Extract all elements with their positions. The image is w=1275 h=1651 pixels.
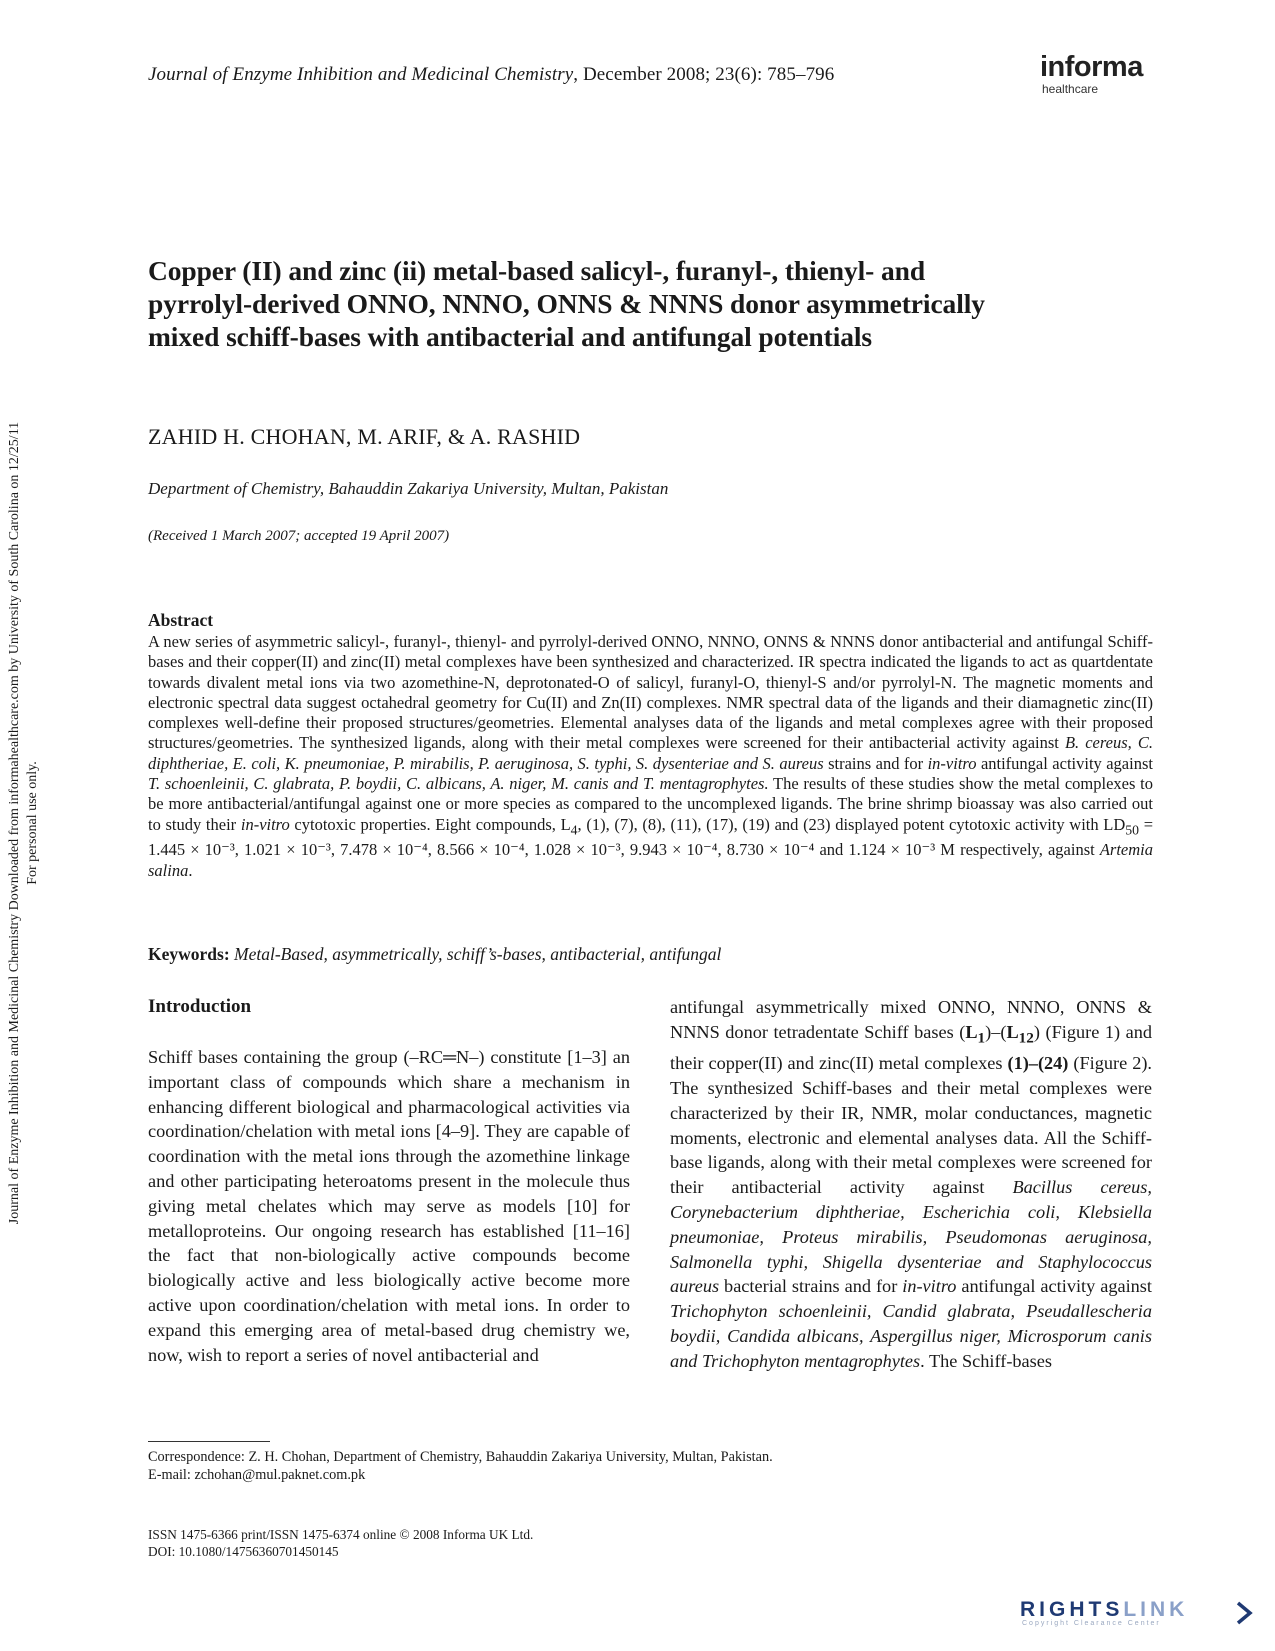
intro-complex-range: (1)–(24) bbox=[1007, 1053, 1069, 1074]
intro-right-text-c: (Figure 2). The synthesized Schiff-bases and their metal complexes were characterized by their IR, NMR, molar conductances, magnetic moments, electronic and elemental analyses data. All the Schiff-base ligands, along with their metal complexes were screened for their antibacterial activity against bbox=[670, 1053, 1152, 1198]
intro-bacteria: Bacillus cereus, Corynebacterium diphtheriae, Escherichia coli, Klebsiella pneumoniae, Proteus mirabilis, Pseudomonas aeruginosa, Salmonella typhi, Shigella dysenteriae and Staphylococcus aureus bbox=[670, 1177, 1152, 1297]
correspondence-email: E-mail: zchohan@mul.paknet.com.pk bbox=[148, 1466, 366, 1483]
download-note bbox=[0, 350, 42, 1300]
publisher-logo-text: informa bbox=[1040, 51, 1143, 83]
doi: DOI: 10.1080/14756360701450145 bbox=[148, 1544, 339, 1559]
issn: ISSN 1475-6366 print/ISSN 1475-6374 online © 2008 Informa UK Ltd. bbox=[148, 1527, 534, 1542]
intro-l1: L bbox=[965, 1021, 978, 1042]
abstract-heading: Abstract bbox=[148, 610, 214, 630]
rightslink-arrow-icon bbox=[1234, 1601, 1254, 1625]
article-title bbox=[148, 254, 1158, 353]
received-dates: (Received 1 March 2007; accepted 19 April 2007) bbox=[148, 528, 450, 544]
introduction-heading: Introduction bbox=[148, 996, 252, 1017]
issn-block bbox=[148, 1526, 533, 1560]
title-line-3: mixed schiff-bases with antibacterial and antifungal potentials bbox=[148, 321, 873, 352]
affiliation: Department of Chemistry, Bahauddin Zakariya University, Multan, Pakistan bbox=[148, 479, 669, 498]
abstract-text-7: = 1.445 × 10⁻³, 1.021 × 10⁻³, 7.478 × 10⁻⁴, 8.566 × 10⁻⁴, 1.028 × 10⁻³, 9.943 × 10⁻⁴, 8.730 × 10⁻⁴ and 1.124 × 10⁻³ M respectively, against bbox=[148, 814, 1158, 860]
intro-fungi: Trichophyton schoenleinii, Candid glabrata, Pseudallescheria boydii, Candida albicans, Aspergillus niger, Microsporum canis and Trichophyton mentagrophytes bbox=[670, 1301, 1152, 1371]
download-note-line1: Journal of Enzyme Inhibition and Medicinal Chemistry Downloaded from informahealthcare.com by University of South Carolina on 12/25/11 bbox=[7, 421, 22, 1225]
intro-right-text-d: bacterial strains and for bbox=[719, 1276, 903, 1297]
abstract-bacteria: B. cereus, C. diphtheriae, E. coli, K. pneumoniae, P. mirabilis, P. aeruginosa, S. typhi, S. dysenteriae and S. aureus bbox=[148, 733, 1153, 773]
title-line-2: pyrrolyl-derived ONNO, NNNO, ONNS & NNNS donor asymmetrically bbox=[148, 288, 985, 319]
authors: ZAHID H. CHOHAN, M. ARIF, & A. RASHID bbox=[148, 424, 581, 449]
publisher-logo-subtext: healthcare bbox=[1042, 82, 1099, 96]
abstract-body bbox=[148, 632, 1158, 881]
abstract-invitro-2: in-vitro bbox=[240, 814, 290, 834]
abstract-artemia: Artemia salina bbox=[148, 840, 1153, 880]
rightslink-light: LINK bbox=[1123, 1598, 1189, 1621]
journal-name: Journal of Enzyme Inhibition and Medicinal Chemistry bbox=[148, 64, 574, 85]
intro-right-text-f: . The Schiff-bases bbox=[920, 1350, 1053, 1371]
download-note-line2: For personal use only. bbox=[25, 761, 40, 885]
correspondence: Correspondence: Z. H. Chohan, Department of Chemistry, Bahauddin Zakariya University, Multan, Pakistan. bbox=[148, 1449, 773, 1465]
rightslink-bold: RIGHTS bbox=[1020, 1598, 1124, 1621]
journal-issue: , December 2008; 23(6): 785–796 bbox=[573, 64, 835, 85]
abstract-fungi: T. schoenleinii, C. glabrata, P. boydii, C. albicans, A. niger, M. canis and T. mentagrophytes. bbox=[148, 774, 769, 794]
abstract-text-6: , (1), (7), (8), (11), (17), (19) and (23) displayed potent cytotoxic activity with LD bbox=[577, 814, 1126, 834]
intro-dash: )–( bbox=[985, 1021, 1007, 1042]
abstract-sub-4: 4 bbox=[570, 821, 578, 837]
introduction-left-column: Schiff bases containing the group (–RC═N–) constitute [1–3] an important class of compounds which share a mechanism in enhancing different biological and pharmacological activities via coordination/chelation with metal ions [4–9]. They are capable of coordination with the metal ions through the azomethine linkage and other participating heteroatoms present in the molecule thus giving metal chelates which may serve as models [10] for metalloproteins. Our ongoing research has established [11–16] the fact that non-biologically active compounds become biologically active and less biologically active become more active upon coordination/chelation with metal ions. In order to expand this emerging area of metal-based drug chemistry we, now, wish to report a series of novel antibacterial and bbox=[148, 1047, 630, 1365]
keywords-text: Metal-Based, asymmetrically, schiff’s-bases, antibacterial, antifungal bbox=[234, 944, 722, 964]
rightslink-logo[interactable] bbox=[1020, 1598, 1260, 1636]
abstract-text-1: A new series of asymmetric salicyl-, furanyl-, thienyl- and pyrrolyl-derived ONNO, NNNO, ONNS & NNNS donor antibacterial and antifungal Schiff-bases and their copper(II) and zinc(II) metal complexes have been synthesized and characterized. IR spectra indicated the ligands to act as quartdentate towards divalent metal ions via two azomethine-N, deprotonated-O of salicyl, furanyl-O, thienyl-S and/or pyrrolyl-N. The magnetic moments and electronic spectral data suggest octahedral geometry for Cu(II) and Zn(II) complexes. NMR spectral data of the ligands and their diamagnetic zinc(II) complexes well-define their proposed structures/geometries. Elemental analyses data of the ligands and metal complexes agree with their proposed structures/geometries. The synthesized ligands, along with their metal complexes were screened for their antibacterial activity against bbox=[148, 632, 1158, 753]
journal-citation bbox=[148, 64, 834, 86]
abstract-text-8: . bbox=[188, 860, 193, 880]
abstract-text-3: antifungal activity against bbox=[976, 753, 1158, 773]
correspondence-footnote bbox=[148, 1449, 773, 1484]
intro-right-text-b: ) (Figure 1) and their copper(II) and zinc(II) metal complexes bbox=[670, 1021, 1152, 1074]
abstract-invitro-1: in-vitro bbox=[927, 753, 977, 773]
keywords bbox=[148, 944, 721, 965]
intro-invitro: in-vitro bbox=[902, 1276, 957, 1297]
abstract-text-2: strains and for bbox=[823, 753, 928, 773]
rightslink-subtext: Copyright Clearance Center bbox=[1022, 1620, 1161, 1627]
intro-right-text-a: antifungal asymmetrically mixed ONNO, NNNO, ONNS & NNNS donor tetradentate Schiff bases ( bbox=[670, 997, 1152, 1042]
intro-l12-sub: 12 bbox=[1018, 1029, 1034, 1047]
abstract-text-5: cytotoxic properties. Eight compounds, L bbox=[289, 814, 571, 834]
title-line-1: Copper (II) and zinc (ii) metal-based salicyl-, furanyl-, thienyl- and bbox=[148, 255, 926, 286]
abstract-sub-50: 50 bbox=[1125, 821, 1140, 837]
introduction-right-column bbox=[670, 995, 1152, 1374]
abstract-text-4: The results of these studies show the metal complexes to be more antibacterial/antifungal against one or more species as compared to the uncomplexed ligands. The brine shrimp bioassay was also carried out to study their bbox=[148, 774, 1158, 834]
footnote-divider bbox=[148, 1441, 270, 1442]
publisher-logo bbox=[1040, 52, 1170, 96]
intro-l1-sub: 1 bbox=[977, 1029, 986, 1047]
rightslink-wordmark bbox=[1020, 1598, 1260, 1622]
keywords-label: Keywords: bbox=[148, 944, 230, 964]
intro-right-text-e: antifungal activity against bbox=[956, 1276, 1153, 1297]
intro-l12: L bbox=[1006, 1021, 1019, 1042]
